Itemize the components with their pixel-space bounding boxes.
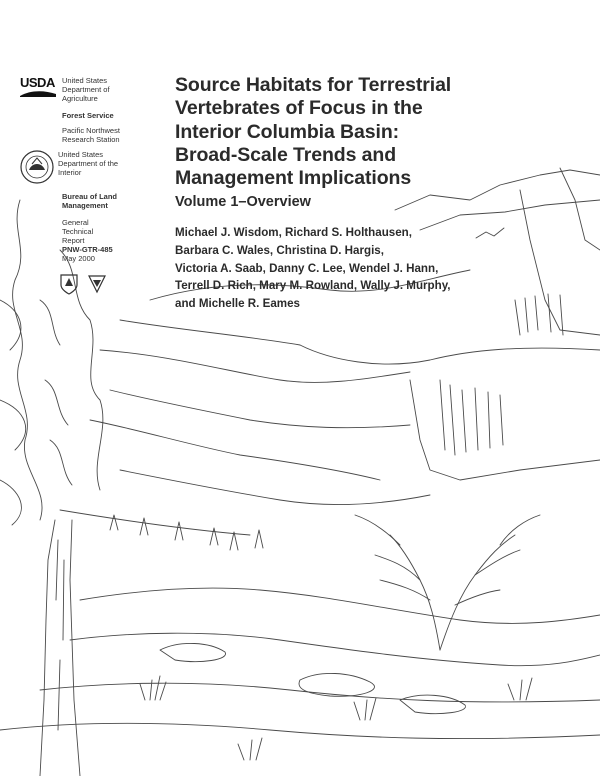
forest-service-label: Forest Service — [62, 111, 114, 120]
report-date: May 2000 — [62, 254, 95, 263]
usda-block — [20, 76, 120, 103]
usda-name: United States Department of Agriculture — [62, 76, 110, 103]
title-block — [175, 74, 575, 312]
forest-service-shield-icon — [60, 273, 78, 295]
usda-logo — [20, 76, 58, 97]
interior-seal-icon — [20, 150, 54, 184]
usda-swoosh-icon — [20, 90, 56, 97]
blm-label: Bureau of Land Management — [62, 192, 118, 210]
author-list: Michael J. Wisdom, Richard S. Holthausen, Barbara C. Wales, Christina D. Hargis, Victoria A. Saab, Danny C. Lee, Wendel J. Hann, Terrell D. Rich, Mary M. Rowland, Wally J. Murphy, and Michelle R. Eames — [175, 226, 451, 310]
agency-emblems — [60, 273, 120, 295]
report-info: General Technical Report PNW-GTR-485 May 2000 — [62, 218, 120, 263]
interior-name: United States Department of the Interior — [58, 150, 119, 177]
station-name: Pacific Northwest Research Station — [62, 126, 120, 144]
agency-sidebar — [20, 76, 120, 295]
interior-block — [20, 150, 120, 184]
usda-logo-text: USDA — [20, 75, 55, 90]
report-number: PNW-GTR-485 — [62, 245, 113, 254]
publication-title: Source Habitats for Terrestrial Vertebrates of Focus in the Interior Columbia Basin: Broad-Scale Trends and Management Implications — [175, 74, 452, 190]
volume-subtitle: Volume 1–Overview — [175, 194, 311, 211]
blm-emblem-icon — [88, 273, 106, 295]
